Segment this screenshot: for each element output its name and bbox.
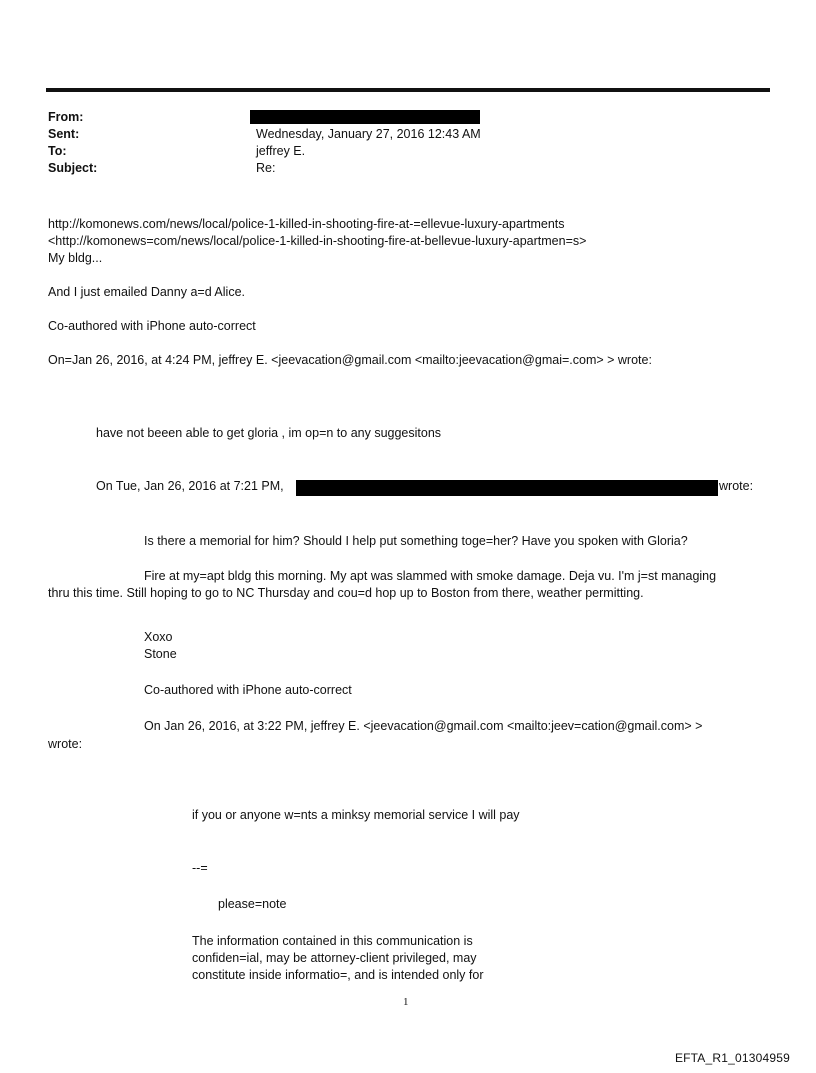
fire-line-1: Fire at my=apt bldg this morning. My apt was slammed with smoke damage. Deja vu. I'm j=st managing [144, 569, 717, 583]
sent-value: Wednesday, January 27, 2016 12:43 AM [256, 127, 481, 141]
xoxo-line: Xoxo [144, 630, 173, 644]
from-label: From: [48, 110, 84, 124]
emailed-line: And I just emailed Danny a=d Alice. [48, 285, 245, 299]
fire-line-2: thru this time. Still hoping to go to NC Thursday and cou=d hop up to Boston from there, weather permitting. [48, 586, 644, 600]
confidential-line-3: constitute inside informatio=, and is intended only for [192, 968, 484, 982]
stone-line: Stone [144, 647, 177, 661]
footer-document-id: EFTA_R1_01304959 [674, 1051, 790, 1065]
to-label: To: [48, 144, 67, 158]
memorial-question-line: Is there a memorial for him? Should I help put something toge=her? Have you spoken with Gloria? [144, 534, 688, 548]
quoted-header-322: On Jan 26, 2016, at 3:22 PM, jeffrey E. <jeevacation@gmail.com <mailto:jeev=cation@gmail.com> > [144, 719, 703, 733]
to-value: jeffrey E. [256, 144, 306, 158]
subject-label: Subject: [48, 161, 98, 175]
coauthored-line-1: Co-authored with iPhone auto-correct [48, 319, 256, 333]
header-rule [46, 88, 770, 92]
sent-label: Sent: [48, 127, 80, 141]
coauthored-line-2: Co-authored with iPhone auto-correct [144, 683, 352, 697]
minksy-line: if you or anyone w=nts a minksy memorial service I will pay [192, 808, 520, 822]
gloria-line: have not beeen able to get gloria , im op=n to any suggesitons [96, 426, 442, 440]
confidential-line-2: confiden=ial, may be attorney-client privileged, may [192, 951, 477, 965]
from-redaction [250, 110, 480, 124]
url-line-2: <http://komonews=com/news/local/police-1-killed-in-shooting-fire-at-bellevue-luxury-apartmen=s> [48, 234, 587, 248]
please-note-line: please=note [218, 897, 287, 911]
quoted-header-tue-suffix: wrote: [719, 479, 754, 493]
confidential-line-1: The information contained in this communication is [192, 934, 473, 948]
dashes-line: --= [192, 861, 208, 875]
quoted-header-424: On=Jan 26, 2016, at 4:24 PM, jeffrey E. <jeevacation@gmail.com <mailto:jeevacation@gmai=.com> > wrote: [48, 353, 652, 367]
page-number: 1 [403, 996, 409, 1008]
quoted-header-tue-prefix: On Tue, Jan 26, 2016 at 7:21 PM, [96, 479, 284, 493]
wrote-line: wrote: [48, 737, 83, 751]
url-line-1: http://komonews.com/news/local/police-1-killed-in-shooting-fire-at-=ellevue-luxury-apartments [48, 217, 565, 231]
subject-value: Re: [256, 161, 276, 175]
sender-redaction [296, 480, 718, 496]
my-bldg-line: My bldg... [48, 251, 103, 265]
